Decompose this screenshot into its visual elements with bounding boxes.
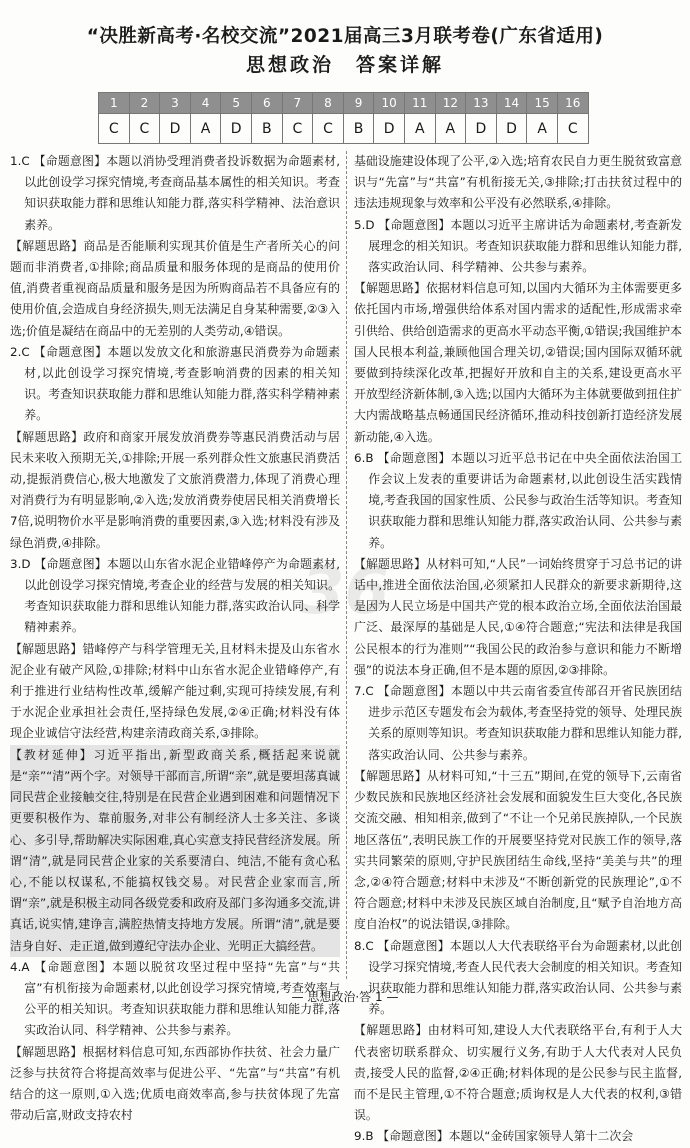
solution-paragraph: 基础设施建设体现了公平,②入选;培育农民自力更生脱贫致富意识与“先富”与“共富”有机衔接无关,③排除;打击扶贫过程中的违法违规现象与效率和公平没有必然联系,④排除。 xyxy=(354,154,682,211)
solution-paragraph: 【解题思路】从材料可知,“人民”一词始终贯穿于习总书记的讲话中,推进全面依法治国,必须紧扣人民群众的新要求新期待,这是因为人民立场是中国共产党的根本政治立场,全面依法治国最广泛、最深厚的基础是人民,①④符合题意;“宪法和法律是我国公民根本的行为准则”“我国公民的政治参与意识和能力不断增强”的说法本身正确,但不是本题的原因,②③排除。 xyxy=(354,556,682,677)
question-number: 14 xyxy=(496,93,527,114)
question-explanation: 8.C 【命题意图】本题以人大代表联络平台为命题素材,以此创设学习探究情境,考查人民代表大会制度的相关知识。考查知识获取能力群和思维认知能力群,落实政治认同、公共参与素养。 xyxy=(354,938,682,1017)
answer-cell: A xyxy=(435,114,466,144)
page-footer: — 思想政治·答 1 — xyxy=(291,990,399,1004)
solution-paragraph: 【解题思路】错峰停产与科学管理无关,且材料未提及山东省水泥企业有破产风险,①排除;材料中山东省水泥企业错峰停产,有利于推进行业结构性改革,缓解产能过剩,实现可持续发展,有利于水泥企业承担社会责任,坚持绿色发展,②④正确;材料没有体现企业诚信守法经营,构建亲清政商关系,③排除。 xyxy=(10,641,340,741)
answer-cell: A xyxy=(404,114,435,144)
answer-cell: C xyxy=(282,114,313,144)
solution-paragraph: 【解题思路】根据材料信息可知,东西部协作扶贫、社会力量广泛参与扶贫符合将提高效率与促进公平、“先富”与“共富”有机结合的这一原则,①入选;优质电商效率高,参与扶贫体现了先富带动后富,财政支持农村 xyxy=(10,1044,340,1123)
answer-cell: C xyxy=(313,114,344,144)
question-explanation: 4.A 【命题意图】本题以脱贫攻坚过程中坚持“先富”与“共富”有机衔接为命题素材,以此创设学习探究情境,考查效率与公平的相关知识。考查知识获取能力群和思维认知能力群,落实政治认同、科学精神、公共参与素养。 xyxy=(10,959,340,1038)
question-number: 12 xyxy=(435,93,466,114)
question-number: 8 xyxy=(313,93,344,114)
answer-cell: A xyxy=(190,114,221,144)
question-explanation: 3.D 【命题意图】本题以山东省水泥企业错峰停产为命题素材,以此创设学习探究情境,考查企业的经营与发展的相关知识。考查知识获取能力群和思维认知能力群,落实政治认同、科学精神素养。 xyxy=(10,556,340,635)
question-number: 2 xyxy=(129,93,160,114)
textbook-extension: 【教材延伸】习近平指出,新型政商关系,概括起来说就是“亲”“清”两个字。对领导干部而言,所谓“亲”,就是要坦荡真诚同民营企业接触交往,特别是在民营企业遇到困难和问题情况下更要积极作为、靠前服务,对非公有制经济人士多关注、多谈心、多引导,帮助解决实际困难,真心实意支持民营经济发展。所谓“清”,就是同民营企业家的关系要清白、纯洁,不能有贪心私心,不能以权谋私,不能搞权钱交易。对民营企业家而言,所谓“亲”,就是积极主动同各级党委和政府及部门多沟通多交流,讲真话,说实情,建诤言,满腔热情支持地方发展。所谓“清”,就是要洁身自好、走正道,做到遵纪守法办企业、光明正大搞经营。 xyxy=(10,745,340,957)
question-number: 4 xyxy=(190,93,221,114)
answer-cell: B xyxy=(343,114,374,144)
solution-paragraph: 【解题思路】由材料可知,建设人大代表联络平台,有利于人大代表密切联系群众、切实履行义务,有助于人大代表对人民负责,接受人民的监督,②④正确;材料体现的是公民参与民主监督,而不是民主管理,①不符合题意;质询权是人大代表的权利,③错误。 xyxy=(354,1023,682,1123)
question-number: 15 xyxy=(527,93,558,114)
solution-paragraph: 【解题思路】依据材料信息可知,以国内大循环为主体需要更多依托国内市场,增强供给体系对国内需求的适配性,形成需求牵引供给、供给创造需求的更高水平动态平衡,①错误;我国维护本国人民根本利益,兼顾他国合理关切,②错误;国内国际双循环就要做到持续深化改革,把握好开放和自主的关系,建设更高水平开放型经济新体制,③入选;以国内大循环为主体就要做到扭住扩大内需战略基点畅通国民经济循环,推动科技创新打造经济发展新动能,④入选。 xyxy=(354,281,682,444)
answer-cell: D xyxy=(160,114,191,144)
question-number: 11 xyxy=(404,93,435,114)
question-number: 7 xyxy=(282,93,313,114)
answer-cell: D xyxy=(496,114,527,144)
answer-table xyxy=(98,92,589,144)
answer-cell: B xyxy=(251,114,282,144)
solution-paragraph: 【解题思路】商品是否能顺利实现其价值是生产者所关心的问题而非消费者,①排除;商品质量和服务体现的是商品的使用价值,消费者重视商品质量和服务是因为所购商品若不具备应有的使用价值,会造成自身经济损失,则无法满足自身某种需要,②③入选;价值是凝结在商品中的无差别的人类劳动,④错误。 xyxy=(10,238,340,338)
answer-cell: D xyxy=(221,114,252,144)
question-number: 3 xyxy=(160,93,191,114)
answer-table-answers xyxy=(99,114,589,144)
question-number: 6 xyxy=(251,93,282,114)
question-explanation: 6.B 【命题意图】本题以习近平总书记在中央全面依法治国工作会议上发表的重要讲话为命题素材,以此创设生活实践情境,考查我国的国家性质、公民参与政治生活等知识。考查知识获取能力群和思维认知能力群,落实政治认同、公共参与素养。 xyxy=(354,450,682,550)
answer-cell: C xyxy=(129,114,160,144)
left-column xyxy=(10,151,340,1126)
answer-cell: D xyxy=(374,114,405,144)
answer-cell: D xyxy=(466,114,497,144)
question-number: 1 xyxy=(99,93,130,114)
question-number: 5 xyxy=(221,93,252,114)
question-number: 9 xyxy=(343,93,374,114)
watermark: 36 xyxy=(300,555,390,629)
answer-table-numbers xyxy=(99,93,589,114)
question-number: 10 xyxy=(374,93,405,114)
question-number: 13 xyxy=(466,93,497,114)
question-explanation: 1.C 【命题意图】本题以消协受理消费者投诉数据为命题素材,以此创设学习探究情境,考查商品基本属性的相关知识。考查知识获取能力群和思维认知能力群,落实科学精神、法治意识素养。 xyxy=(10,154,340,232)
question-explanation: 2.C 【命题意图】本题以发放文化和旅游惠民消费券为命题素材,以此创设学习探究情境,考查影响消费的因素的相关知识。考查知识获取能力群和思维认知能力群,落实科学精神素养。 xyxy=(10,344,340,423)
exam-title: “决胜新高考·名校交流”2021届高三3月联考卷(广东省适用) xyxy=(86,26,604,47)
question-explanation: 7.C 【命题意图】本题以中共云南省委宣传部召开省民族团结进步示范区专题发布会为载体,考查坚持党的领导、处理民族关系的原则等知识。考查知识获取能力群和思维认知能力群,落实政治认同、公共参与素养。 xyxy=(354,684,682,762)
answer-cell: A xyxy=(527,114,558,144)
solution-paragraph: 【解题思路】从材料可知,“十三五”期间,在党的领导下,云南省少数民族和民族地区经济社会发展和面貌发生巨大变化,各民族交流交融、相知相亲,做到了“不让一个兄弟民族掉队,一个民族地区落伍”,表明民族工作的开展要坚持党对民族工作的领导,落实共同繁荣的原则,守护民族团结生命线,坚持“美美与共”的理念,②④符合题意;材料中未涉及“不断创新党的民族理论”,①不符合题意;材料中未涉及民族区域自治制度,且“赋予自治地方高度自治权”的说法错误,③排除。 xyxy=(354,768,682,932)
question-explanation: 9.B 【命题意图】本题以“金砖国家领导人第十二次会 xyxy=(354,1129,634,1144)
exam-subtitle: 思想政治 答案详解 xyxy=(245,54,444,76)
answer-cell: C xyxy=(557,114,588,144)
question-explanation: 5.D 【命题意图】本题以习近平主席讲话为命题素材,考查新发展理念的相关知识。考查知识获取能力群和思维认知能力群,落实政治认同、科学精神、公共参与素养。 xyxy=(354,217,682,275)
answer-cell: C xyxy=(99,114,130,144)
question-number: 16 xyxy=(557,93,588,114)
solution-paragraph: 【解题思路】政府和商家开展发放消费券等惠民消费活动与居民未来收入预期无关,①排除;开展一系列群众性文旅惠民消费活动,提振消费信心,极大地激发了文旅消费潜力,体现了消费心理对消费行为有明显影响,②入选;发放消费券使居民相关消费增长7倍,说明物价水平是影响消费的重要因素,③入选;材料没有涉及绿色消费,④排除。 xyxy=(10,429,340,550)
